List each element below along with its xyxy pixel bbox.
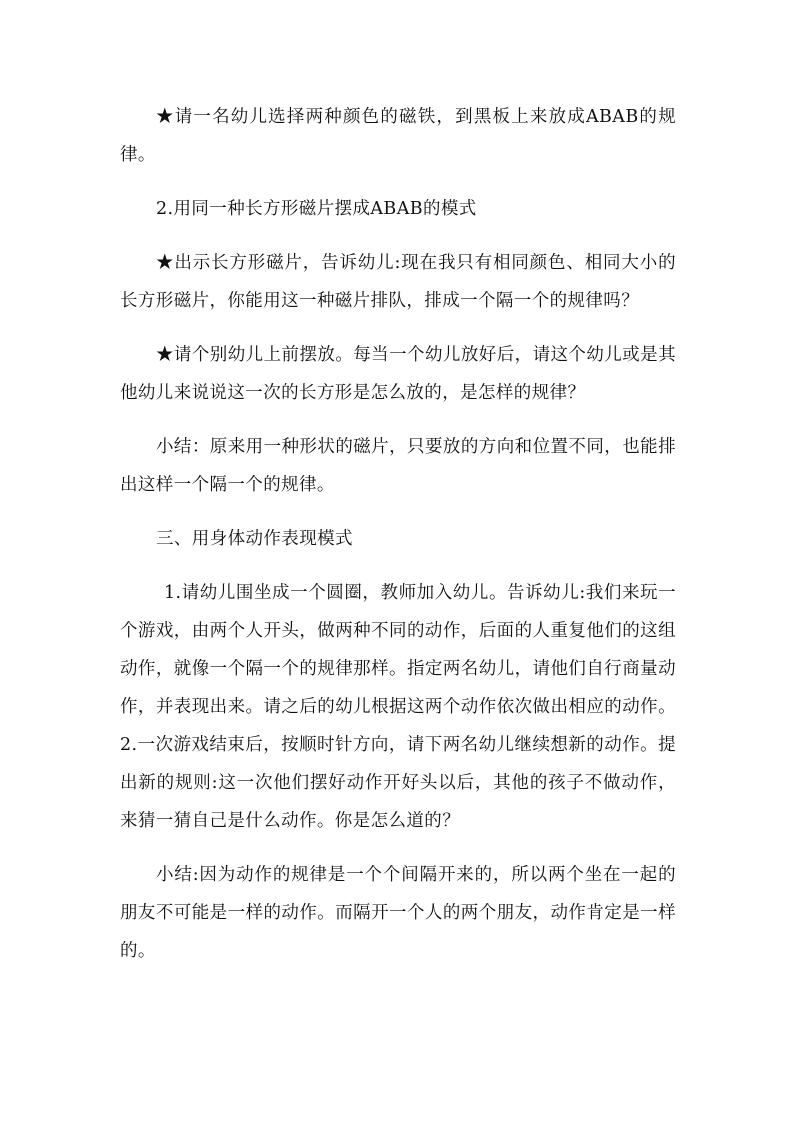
paragraph-circle-game: 1.请幼儿围坐成一个圆圈，教师加入幼儿。告诉幼儿:我们来玩一个游戏，由两个人开头，做两种不同的动作，后面的人重复他们的这组动作，就像一个隔一个的规律那样。指定两名幼儿，请他们自行商量动作，并表现出来。请之后的幼儿根据这两个动作依次做出相应的动作。2.一次游戏结束后，按顺时针方向，请下两名幼儿继续想新的动作。提出新的规则:这一次他们摆好动作开好头以后，其他的孩子不做动作，来猜一猜自己是什么动作。你是怎么道的？ [120,583,676,831]
document-body [120,98,676,986]
paragraph-individual-placement: ★请个别幼儿上前摆放。每当一个幼儿放好后，请这个幼儿或是其他幼儿来说说这一次的长方形是怎么放的，是怎样的规律？ [120,345,676,403]
paragraph-show-rectangle: ★出示长方形磁片，告诉幼儿:现在我只有相同颜色、相同大小的长方形磁片，你能用这一种磁片排队，排成一个隔一个的规律吗？ [120,253,676,311]
paragraph-summary-movement: 小结:因为动作的规律是一个个间隔开来的，所以两个坐在一起的朋友不可能是一样的动作。而隔开一个人的两个朋友，动作肯定是一样的。 [120,865,676,961]
paragraph-magnet-abab: ★请一名幼儿选择两种颜色的磁铁，到黑板上来放成ABAB的规律。 [120,107,676,165]
heading-body-movement: 三、用身体动作表现模式 [156,529,353,549]
heading-rectangle-magnet: 2.用同一种长方形磁片摆成ABAB的模式 [156,199,477,219]
paragraph-summary-shapes: 小结：原来用一种形状的磁片，只要放的方向和位置不同，也能排出这样一个隔一个的规律。 [120,437,676,495]
